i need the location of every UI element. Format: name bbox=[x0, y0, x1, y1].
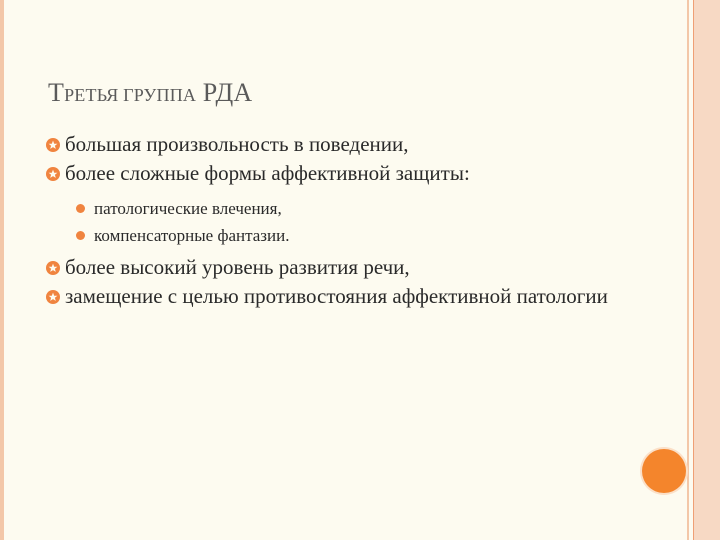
sub-bullet-text: патологические влечения, bbox=[94, 199, 282, 218]
dot-icon bbox=[76, 231, 85, 240]
star-badge-icon bbox=[46, 261, 60, 275]
sub-bullet-item bbox=[46, 195, 666, 222]
sub-bullet-list bbox=[46, 195, 666, 249]
bullet-text: замещение с целью противостояния аффективной патологии bbox=[65, 284, 608, 308]
bullet-item bbox=[46, 253, 666, 282]
bullet-list bbox=[46, 130, 666, 311]
frame-line bbox=[693, 0, 694, 540]
right-frame-bar bbox=[683, 0, 720, 540]
sub-bullet-item bbox=[46, 222, 666, 249]
title-small-caps: РЕТЬЯ ГРУППА bbox=[64, 85, 197, 105]
bullet-text: более высокий уровень развития речи, bbox=[65, 255, 410, 279]
bullet-text: более сложные формы аффективной защиты: bbox=[65, 161, 470, 185]
star-badge-icon bbox=[46, 167, 60, 181]
bullet-item bbox=[46, 159, 666, 188]
bullet-text: большая произвольность в поведении, bbox=[65, 132, 409, 156]
sub-bullet-text: компенсаторные фантазии. bbox=[94, 226, 290, 245]
title-tail: РДА bbox=[202, 78, 253, 107]
title-first-letter: Т bbox=[48, 78, 65, 107]
dot-icon bbox=[76, 204, 85, 213]
star-badge-icon bbox=[46, 138, 60, 152]
bullet-item bbox=[46, 282, 666, 311]
frame-line bbox=[687, 0, 689, 540]
star-badge-icon bbox=[46, 290, 60, 304]
orange-circle-decoration bbox=[642, 449, 686, 493]
frame-band bbox=[693, 0, 720, 540]
slide-title bbox=[48, 78, 252, 110]
bullet-item bbox=[46, 130, 666, 159]
left-frame-bar bbox=[0, 0, 4, 540]
